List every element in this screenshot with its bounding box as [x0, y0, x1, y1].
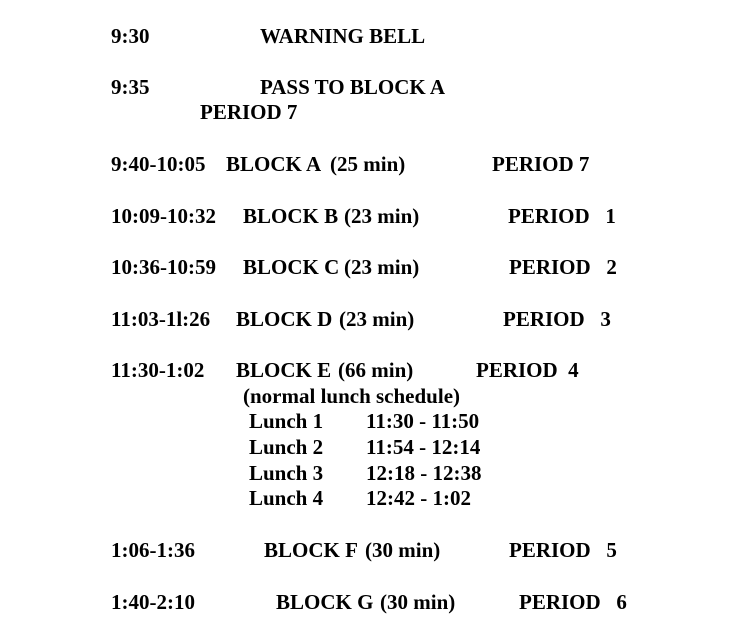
row-minutes: (25 min)	[330, 152, 406, 176]
warning-time: 9:30	[111, 24, 150, 48]
row-time: 11:30-1:02	[111, 358, 205, 382]
row-minutes: (30 min)	[365, 538, 441, 562]
row-minutes: (30 min)	[380, 590, 456, 614]
row-minutes: (23 min)	[344, 204, 420, 228]
row-time: 9:40-10:05	[111, 152, 206, 176]
row-period: PERIOD 6	[519, 590, 627, 614]
lunch-name: Lunch 2	[249, 435, 324, 459]
row-time: 1:06-1:36	[111, 538, 195, 562]
row-minutes: (66 min)	[338, 358, 414, 382]
row-minutes: (23 min)	[344, 255, 420, 279]
lunch-note: (normal lunch schedule)	[243, 384, 461, 408]
lunch-name: Lunch 4	[249, 486, 324, 510]
row-time: 1:40-2:10	[111, 590, 195, 614]
warning-label: WARNING BELL	[260, 24, 426, 48]
row-period: PERIOD 7	[492, 152, 590, 176]
lunch-name: Lunch 3	[249, 461, 324, 485]
row-block: BLOCK A	[226, 152, 322, 176]
row-block: BLOCK B	[243, 204, 339, 228]
row-period: PERIOD 3	[503, 307, 611, 331]
row-block: BLOCK C	[243, 255, 340, 279]
pass-period: PERIOD 7	[200, 100, 298, 124]
row-time: 10:36-10:59	[111, 255, 216, 279]
row-period: PERIOD 2	[509, 255, 617, 279]
row-block: BLOCK F	[264, 538, 358, 562]
lunch-time: 11:30 - 11:50	[366, 409, 480, 433]
row-minutes: (23 min)	[339, 307, 415, 331]
lunch-time: 12:42 - 1:02	[366, 486, 471, 510]
row-block: BLOCK G	[276, 590, 374, 614]
row-time: 10:09-10:32	[111, 204, 216, 228]
row-block: BLOCK D	[236, 307, 333, 331]
pass-label: PASS TO BLOCK A	[260, 75, 445, 99]
row-block: BLOCK E	[236, 358, 332, 382]
lunch-time: 11:54 - 12:14	[366, 435, 481, 459]
row-period: PERIOD 4	[476, 358, 579, 382]
row-time: 11:03-1l:26	[111, 307, 211, 331]
lunch-name: Lunch 1	[249, 409, 324, 433]
pass-time: 9:35	[111, 75, 150, 99]
row-period: PERIOD 5	[509, 538, 617, 562]
lunch-time: 12:18 - 12:38	[366, 461, 482, 485]
row-period: PERIOD 1	[508, 204, 616, 228]
